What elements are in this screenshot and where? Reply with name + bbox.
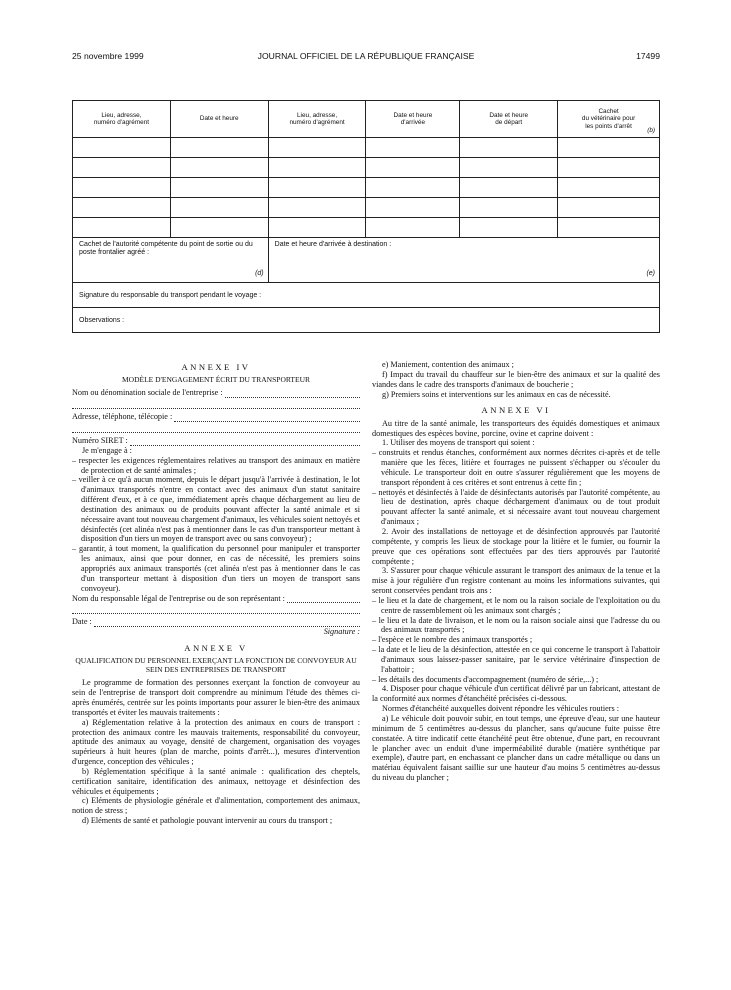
annexe5-subtitle: QUALIFICATION DU PERSONNEL EXERÇANT LA FONCTION DE CONVOYEUR AU SEIN DES ENTREPRISES DE TRANSPORT xyxy=(75,656,357,675)
col-header-6 xyxy=(558,101,660,138)
header-page-number: 17499 xyxy=(636,51,660,61)
header-title: JOURNAL OFFICIEL DE LA RÉPUBLIQUE FRANÇAISE xyxy=(257,51,475,61)
form-cachet-row xyxy=(73,238,660,283)
table-row xyxy=(73,158,660,178)
table-row xyxy=(73,218,660,238)
list-item: e) Maniement, contention des animaux ; xyxy=(382,360,514,369)
cachet-label: Cachet de l'autorité compétente du point de sortie ou du poste frontalier agréé : xyxy=(79,241,253,257)
list-item: – la date et le lieu de la désinfection, attestée en ce qui concerne le transport à l'abattoir d'animaux sous laissez-passer sanitaire, par le service vétérinaire d'inspection de l'abattoir ; xyxy=(372,645,660,674)
col-header-2 xyxy=(170,101,268,138)
field-resp xyxy=(72,594,360,604)
engage-text: Je m'engage à : xyxy=(82,445,132,455)
dotted-line xyxy=(130,437,360,446)
field-label: Date : xyxy=(72,617,92,627)
paragraph: a) Le véhicule doit pouvoir subir, en tout temps, une épreuve d'eau, sur une hauteur minimum de 5 centimètres au-dessus du plancher, sans qu'aucune fuite puisse être constatée. A titre indicatif cette étanchéité peut être obtenue, d'une part, en recouvrant le plancher avec un enduit d'une imperméabilité durable (matière synthétique par exemple), d'autre part, en enchassant ce plancher dans un cadre métallique ou dans un matériau équivalent faisant saillie sur une hauteur d'au moins 5 centimètres au-dessus du niveau du plancher ; xyxy=(372,714,660,783)
list-item: – l'espèce et le nombre des animaux transportés ; xyxy=(372,635,533,645)
col-header-1 xyxy=(73,101,171,138)
list-item: – le lieu et la date de livraison, et le nom ou la raison sociale ainsi que l'adresse du ou des animaux transportés ; xyxy=(372,615,660,635)
observations-label: Observations : xyxy=(73,308,660,333)
field-label: Numéro SIRET : xyxy=(72,436,128,445)
list-item: – veiller à ce qu'à aucun moment, depuis le départ jusqu'à l'arrivée à destination, le lot d'animaux transportés n'entre en contact avec des animaux d'un statut sanitaire différent d'eux, et à ce que, immédiatement après chaque déchargement au lieu de destination des animaux ou de produits pouvant affecter la santé animale et si nécessaire avant tout nouveau chargement d'animaux, les véhicules soient nettoyés et désinfectés (cet alinéa n'est pas à mentionner dans le cas d'un transporteur mettant à disposition d'un tiers un moyen de transport avec ou sans convoyeur) ; xyxy=(72,475,360,544)
col-header-text: Lieu, adresse, numéro d'agrément xyxy=(289,111,345,126)
list-item: – respecter les exigences réglementaires relatives au transport des animaux en matière de protection et de santé animales ; xyxy=(72,455,360,475)
dotted-line xyxy=(225,389,360,398)
annexe5-title: ANNEXE V xyxy=(184,643,248,654)
dotted-line xyxy=(72,603,360,614)
form-header-row xyxy=(73,101,660,138)
annexe6-title: ANNEXE VI xyxy=(481,405,551,416)
table-row xyxy=(73,178,660,198)
cachet-cell xyxy=(73,238,269,283)
annexe4-title: ANNEXE IV xyxy=(181,362,251,372)
col-header-note: (b) xyxy=(647,126,655,134)
paragraph: 4. Disposer pour chaque véhicule d'un certificat délivré par un fabricant, attestant de la conformité aux normes d'étanchéité précisées ci-dessous. xyxy=(372,684,660,704)
list-item: – les détails des documents d'accompagnement (numéro de série,...) ; xyxy=(372,674,599,684)
list-item: b) Réglementation spécifique à la santé animale : qualification des cheptels, certification sanitaire, identification des animaux, nettoyage et désinfection des véhicules et équipements ; xyxy=(72,766,360,796)
list-item: f) Impact du travail du chauffeur sur le bien-être des animaux et sur la qualité des viandes dans le cadre des transports d'animaux de boucherie ; xyxy=(372,369,660,389)
right-column xyxy=(372,360,660,783)
cachet-note: (d) xyxy=(255,270,264,277)
annexe4-subtitle: MODÈLE D'ENGAGEMENT ÉCRIT DU TRANSPORTEUR xyxy=(122,375,310,385)
arrivee-cell xyxy=(268,238,659,283)
table-row xyxy=(73,138,660,158)
header-date: 25 novembre 1999 xyxy=(72,51,144,61)
field-label: Adresse, téléphone, télécopie : xyxy=(72,412,173,422)
list-item: – le lieu et la date de chargement, et le nom ou la raison sociale de l'exploitation ou du centre de rassemblement où les animaux sont chargés ; xyxy=(372,595,660,615)
col-header-text: Date et heure d'arrivée xyxy=(393,111,433,126)
list-item: c) Eléments de physiologie générale et d'alimentation, comportement des animaux, notion de stress ; xyxy=(72,796,360,816)
field-siret xyxy=(72,436,360,446)
signature-label: Signature : xyxy=(323,627,360,637)
page-header xyxy=(72,51,660,65)
form-observations-row xyxy=(73,308,660,333)
annexe6-intro: Au titre de la santé animale, les transporteurs des équidés domestiques et animaux domestiques des espèces bovine, porcine, ovine et caprine doivent : xyxy=(372,418,660,438)
dotted-line xyxy=(287,594,360,603)
field-nom xyxy=(72,388,360,398)
col-header-5 xyxy=(460,101,558,138)
list-item: – garantir, à tout moment, la qualification du personnel pour manipuler et transporter les animaux, ainsi que pour donner, en cas de nécessité, les premiers soins appropriés aux animaux transportés (cet alinéa n'est pas à mentionner dans le cas d'un transporteur mettant à disposition d'un tiers un moyen de transport sans convoyeur). xyxy=(72,544,360,593)
list-item: – nettoyés et désinfectés à l'aide de désinfectants autorisés par l'autorité compétente, au lieu de destination, après chaque déchargement d'animaux ou de tout produit pouvant affecter la santé animale, et si nécessaire avant tout nouveau chargement d'animaux ; xyxy=(372,487,660,527)
list-item: – construits et rendus étanches, conformément aux normes décrites ci-après et de telle manière que les fèces, litière et fourrages ne puissent s'échapper ou s'écouler du véhicule. Le transporteur doit en outre s'assurer régulièrement que les moyens de transport répondent à ces critères et sont entrenus à cette fin ; xyxy=(372,448,660,487)
list-item: a) Réglementation relative à la protection des animaux en cours de transport : protection des animaux contre les mauvais traitements, responsabilité du convoyeur, aptitude des animaux au voyage, densité de chargement, organisation des voyages supérieurs à huit heures (plan de marche, points d'arrêt...), mesures d'intervention d'urgence, conception des véhicules ; xyxy=(72,717,360,767)
col-header-4 xyxy=(366,101,460,138)
col-header-text: Date et heure de départ xyxy=(489,111,529,126)
col-header-text: Date et heure xyxy=(199,115,239,123)
paragraph: 1. Utiliser des moyens de transport qui soient : xyxy=(382,438,535,448)
col-header-text: Lieu, adresse, numéro d'agrément xyxy=(93,111,150,126)
list-item: d) Eléments de santé et pathologie pouvant intervenir au cours du transport ; xyxy=(82,816,333,826)
dotted-line xyxy=(72,398,360,409)
signature-label: Signature du responsable du transport pendant le voyage : xyxy=(73,283,660,308)
arrivee-label: Date et heure d'arrivée à destination : xyxy=(274,241,392,248)
paragraph: 2. Avoir des installations de nettoyage et de désinfection approuvés par l'autorité compétente, y compris les lieux de stockage pour la litière et le fumier, ou fournir la preuve que ces opérations sont effectuées par des tiers approuvés par l'autorité compétente ; xyxy=(372,526,660,566)
paragraph: Normes d'étanchéité auxquelles doivent répondre les véhicules routiers : xyxy=(382,704,620,714)
field-label: Nom ou dénomination sociale de l'entreprise : xyxy=(72,388,223,398)
left-column xyxy=(72,360,360,826)
dotted-line xyxy=(174,413,360,422)
paragraph: 3. S'assurer pour chaque véhicule assurant le transport des animaux de la tenue et la mise à jour régulière d'un registre contenant au moins les informations suivantes, qui seront conservées pendant trois ans : xyxy=(372,566,660,596)
col-header-3 xyxy=(268,101,366,138)
arrivee-note: (e) xyxy=(646,270,655,277)
dotted-line xyxy=(94,618,360,627)
transport-form-table xyxy=(72,100,660,333)
table-row xyxy=(73,198,660,218)
form-signature-row xyxy=(73,283,660,308)
col-header-text: Cachet du vétérinaire pour les points d'arrêt xyxy=(581,107,636,130)
field-label: Nom du responsable légal de l'entreprise ou de son représentant : xyxy=(72,593,285,603)
field-adresse xyxy=(72,412,360,422)
list-item: g) Premiers soins et interventions sur les animaux en cas de nécessité. xyxy=(382,389,611,399)
annexe5-intro: Le programme de formation des personnes exerçant la fonction de convoyeur au sein de l'entreprise de transport doit comprendre au minimum l'étude des thèmes ci-après énumérés, centrée sur les points importants pour assurer le bien-être des animaux transportés et éviter les mauvais traitements : xyxy=(72,678,360,717)
dotted-line xyxy=(72,422,360,433)
field-date xyxy=(72,617,360,627)
